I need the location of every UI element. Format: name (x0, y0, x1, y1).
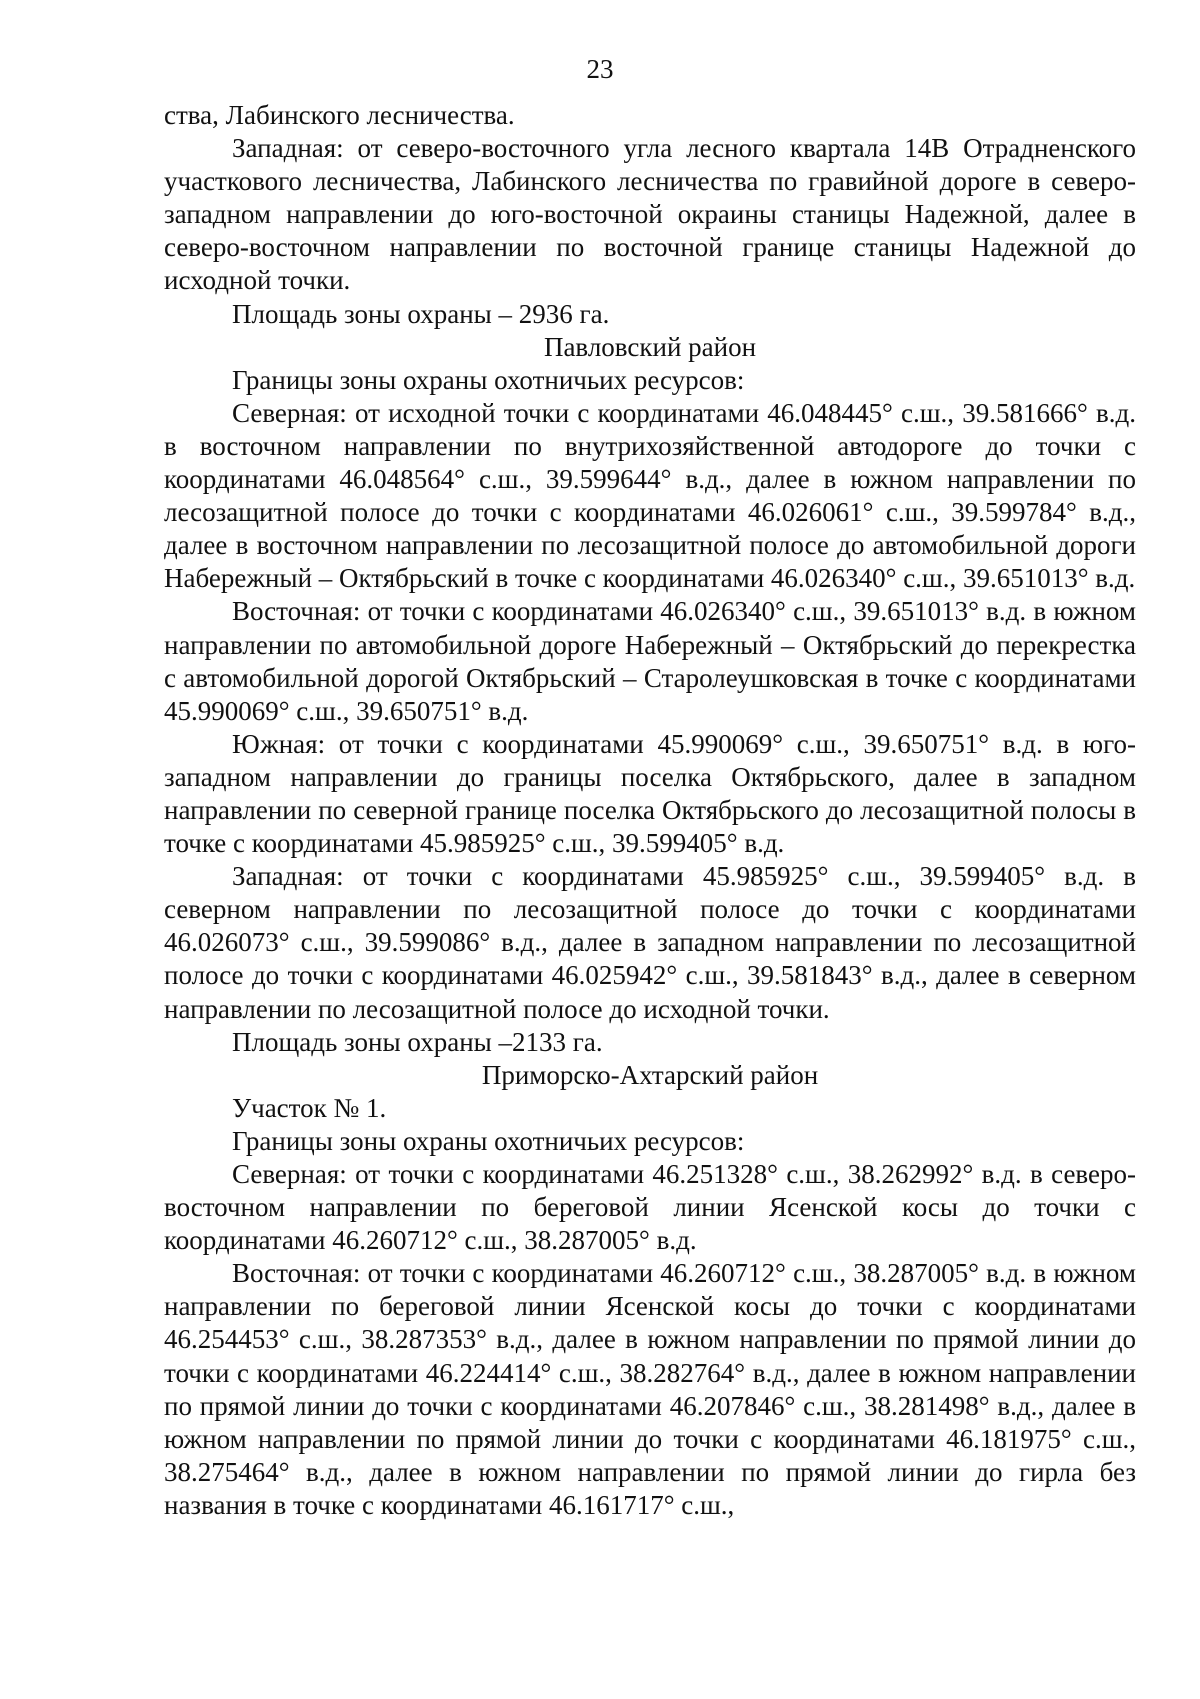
document-body (164, 99, 1136, 1522)
paragraph-plot-number: Участок № 1. (232, 1092, 387, 1123)
paragraph-boundaries-intro: Границы зоны охраны охотничьих ресурсов: (232, 1125, 745, 1156)
paragraph-continuation: ства, Лабинского лесничества. (164, 100, 515, 130)
district-heading-primorsko-akhtarsky: Приморско-Ахтарский район (481, 1059, 819, 1090)
paragraph-west-boundary: Западная: от северо-восточного угла лесного квартала 14В Отрадненского участкового лесничества, Лабинского лесничества по гравийной дороге в северо-западном направлении до юго-восточной окраины станицы Надежной, далее в северо-восточном направлении по восточной границе станицы Надежной до исходной точки. (164, 133, 1136, 296)
paragraph-west-boundary: Западная: от точки с координатами 45.985925° с.ш., 39.599405° в.д. в северном направлении по лесозащитной полосе до точки с координатами 46.026073° с.ш., 39.599086° в.д., далее в западном направлении по лесозащитной полосе до точки с координатами 46.025942° с.ш., 39.581843° в.д., далее в северном направлении по лесозащитной полосе до исходной точки. (164, 861, 1136, 1024)
page-number: 23 (586, 54, 614, 84)
paragraph-east-boundary: Восточная: от точки с координатами 46.260712° с.ш., 38.287005° в.д. в южном направлении по береговой линии Ясенской косы до точки с координатами 46.254453° с.ш., 38.287353° в.д., далее в южном направлении по прямой линии до точки с координатами 46.224414° с.ш., 38.282764° в.д., далее в южном направлении по прямой линии до точки с координатами 46.207846° с.ш., 38.281498° в.д., далее в южном направлении по прямой линии до точки с координатами 46.181975° с.ш., 38.275464° в.д., далее в южном направлении по прямой линии до гирла без названия в точке с координатами 46.161717° с.ш., (164, 1258, 1136, 1520)
district-heading-pavlovsky: Павловский район (543, 331, 757, 362)
paragraph-zone-area: Площадь зоны охраны –2133 га. (232, 1026, 603, 1057)
paragraph-boundaries-intro: Границы зоны охраны охотничьих ресурсов: (232, 364, 745, 395)
paragraph-north-boundary: Северная: от исходной точки с координатами 46.048445° с.ш., 39.581666° в.д. в восточном направлении по внутрихозяйственной автодороге до точки с координатами 46.048564° с.ш., 39.599644° в.д., далее в южном направлении по лесозащитной полосе до точки с координатами 46.026061° с.ш., 39.599784° в.д., далее в восточном направлении по лесозащитной полосе до автомобильной дороги Набережный – Октябрьский в точке с координатами 46.026340° с.ш., 39.651013° в.д. (164, 397, 1136, 594)
paragraph-south-boundary: Южная: от точки с координатами 45.990069° с.ш., 39.650751° в.д. в юго-западном направлении до границы поселка Октябрьского, далее в западном направлении по северной границе поселка Октябрьского до лесозащитной полосы в точке с координатами 45.985925° с.ш., 39.599405° в.д. (164, 728, 1136, 859)
paragraph-north-boundary: Северная: от точки с координатами 46.251328° с.ш., 38.262992° в.д. в северо-восточном направлении по береговой линии Ясенской косы до точки с координатами 46.260712° с.ш., 38.287005° в.д. (164, 1159, 1136, 1256)
paragraph-zone-area: Площадь зоны охраны – 2936 га. (232, 298, 610, 329)
paragraph-east-boundary: Восточная: от точки с координатами 46.026340° с.ш., 39.651013° в.д. в южном направлении по автомобильной дороге Набережный – Октябрьский до перекрестка с автомобильной дорогой Октябрьский – Старолеушковская в точке с координатами 45.990069° с.ш., 39.650751° в.д. (164, 596, 1136, 726)
